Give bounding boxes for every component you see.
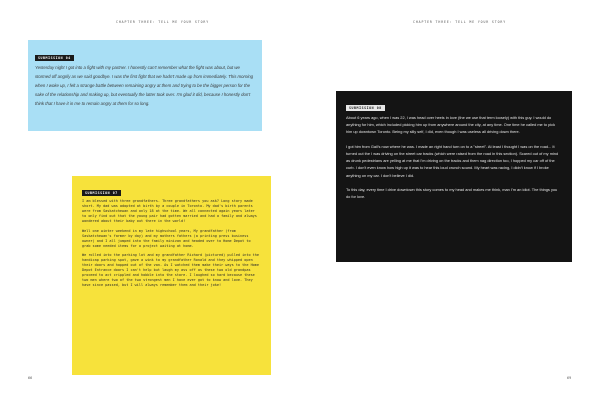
submission-04-box: [28, 40, 262, 131]
page-number-right: 69: [567, 376, 572, 380]
submission-08-paragraph-1: About 6 years ago, when I was 22, I was head over heels in love (the we use that term loosely) with this guy. I would do anything for him, which included picking him up from anywhere around the city, at any time. One time he called me to pick him up downtown Toronto. Being my silly self, I did, even though I was useless all driving down there.: [346, 115, 556, 135]
submission-07-paragraph-1: I am blessed with three grandfathers. Three grandfathers you ask? Long story made short. My dad was adopted at birth by a couple in Toronto. My dad's birth parents were from Saskatchewan and only 18 at the time. We all connected again years later to only find out that the young pair had gotten married and had a family and always wondered about their baby out there in the world!: [82, 199, 257, 223]
submission-08-paragraph-3: To this day, every time I drive downtown this story comes to my head and makes me think, man I'm an idiot. The things you do for love.: [346, 187, 558, 200]
submission-04-label: SUBMISSION 04: [35, 55, 74, 61]
submission-08-paragraph-2: I got him from Gail's now where he was. I made an right hand turn on to a "street". At least I thought I was on the road... It turned out the I was driving on the street car tracks (which were raised from the road in this section). Scared out of my mind as drunk pedestrians are yelling at me that I'm driving on the tracks and them nag direction too, I hopped my car off of the curb. I don't even know how high up it was to hear this loud crunch sound. My heart was racing, I didn't know if I broke anything on my car. I don't believe I did.: [346, 143, 559, 178]
submission-07-paragraph-3: We rolled into the parking lot and my grandfather Richard (pictured) pulled into the handicap parking spot, gave a wink to my grandfather Ronald and they whipped open their doors and hopped out of the van. As I watched them make their ways to the Home Depot Entrance doors I can't help but laugh my ass off as these two old grandpas proceed to act crippled and hobble into the store. I laughed so hard because these two men where two of the two strongest men I have ever got to know and love. They have since passed, but I will always remember them and their joke!: [82, 253, 260, 288]
submission-04-text: Yesterday night I got into a fight with my partner. I honestly can't remember what the fight was about, but we stormed off angrily as we said goodbye. I was the first fight that we hadn't made up from immediately. This morning when I woke up, I felt a strange battle between remaining angry at them and trying to be the bigger person for the sake of the relationship and making up, but eventually the latter took over. I'm glad it did, because I honestly don't think that I have it in me to remain angry at them for so long.: [35, 65, 254, 106]
running-head-right: CHAPTER THREE: TELL ME YOUR STORY: [413, 20, 507, 24]
submission-08-box: [336, 91, 572, 262]
submission-07-label: SUBMISSION 07: [82, 190, 121, 196]
running-head-left: CHAPTER THREE: TELL ME YOUR STORY: [116, 20, 210, 24]
page-number-left: 66: [28, 376, 33, 380]
submission-07-paragraph-2: Well one winter weekend in my late highschool years, My grandfather (from Saskatchewan's farmer by day) and my mothers fathers (a printing press business owner) and I all jumped into the family minivan and headed over to Home Depot to grab some needed items for a project waiting at home.: [82, 228, 251, 248]
submission-07-box: [72, 176, 271, 375]
submission-08-label: SUBMISSION 08: [346, 105, 385, 111]
